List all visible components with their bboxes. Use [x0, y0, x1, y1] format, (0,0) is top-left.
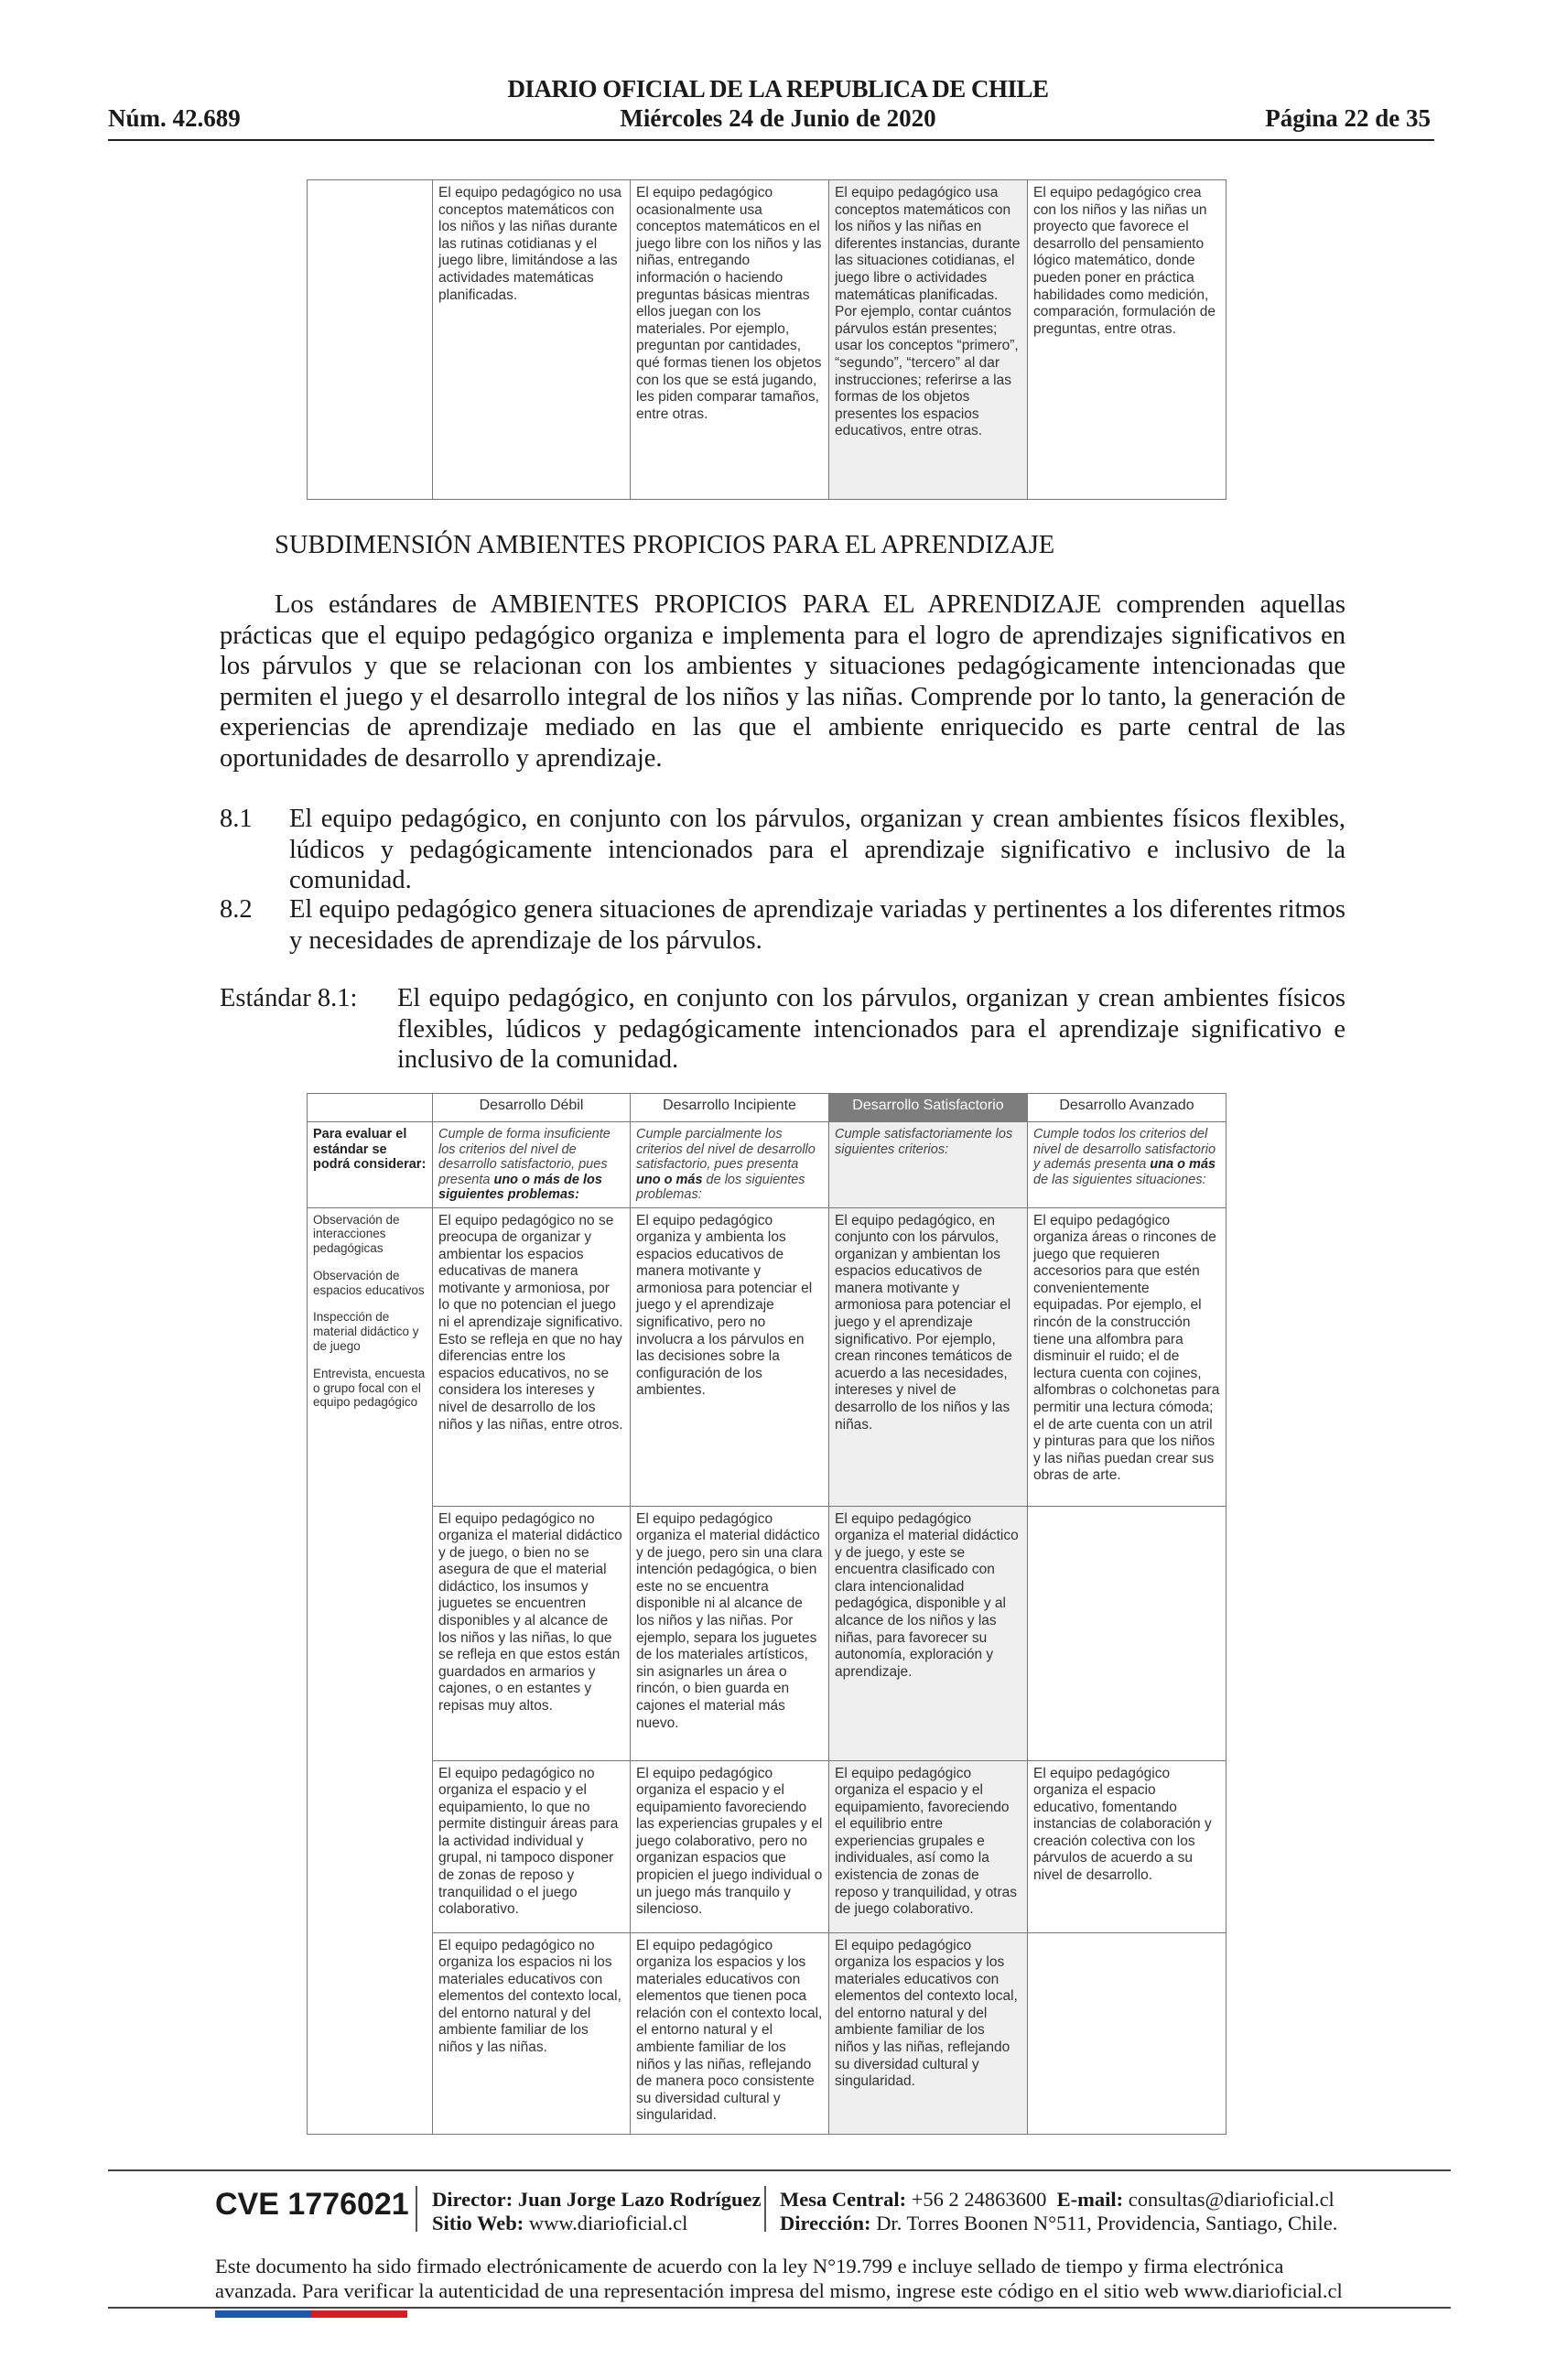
flag-stripe [215, 2310, 407, 2318]
intro-paragraph: Los estándares de AMBIENTES PROPICIOS PARA EL APRENDIZAJE comprenden aquellas prácticas que el equipo pedagógico organiza e implementa para el logro de aprendizajes significativos en los párvulos y que se relacionan con los ambientes y situaciones pedagógicamente intencionadas que permiten el juego y el desarrollo integral de los niños y las niñas. Comprende por lo tanto, la generación de experiencias de aprendizaje mediado en las que el ambiente enriquecido es parte central de las oportunidades de desarrollo y aprendizaje. [220, 590, 1345, 773]
table-header-cell [308, 1094, 433, 1122]
table-row [308, 1760, 1226, 1932]
table-cell: El equipo pedagógico organiza los espacios y los materiales educativos con elementos que tienen poca relación con el contexto local, el entorno natural y el ambiente familiar de los niños y las niñas, reflejando de manera poco consistente su diversidad cultural y singularidad. [631, 1932, 829, 2134]
address-line: Dirección: Dr. Torres Boonen N°511, Providencia, Santiago, Chile. [780, 2212, 1338, 2234]
method-item: Inspección de material didáctico y de juego [313, 1310, 419, 1354]
table-cell: El equipo pedagógico, en conjunto con los párvulos, organizan y ambientan los espacios educativos de manera motivante y armoniosa para potenciar el juego y el aprendizaje significativo. Por ejemplo, crean rincones temáticos de acuerdo a las necesidades, intereses y nivel de desarrollo de los niños y las niñas. [829, 1207, 1028, 1506]
table-cell: El equipo pedagógico organiza el espacio educativo, fomentando instancias de colaboración y creación colectiva con los párvulos de acuerdo a su nivel de desarrollo. [1028, 1760, 1226, 1932]
issue-number: Núm. 42.689 [108, 104, 241, 132]
contact-line: Mesa Central: +56 2 24863600 E-mail: consultas@diarioficial.cl [780, 2188, 1334, 2211]
column-header: Desarrollo Incipiente [631, 1094, 829, 1122]
footer-separator [416, 2186, 417, 2232]
table-cell [1028, 1932, 1226, 2134]
issue-date: Miércoles 24 de Junio de 2020 [620, 104, 936, 132]
website-link[interactable]: www.diarioficial.cl [528, 2212, 688, 2234]
table-cell: El equipo pedagógico no organiza el material didáctico y de juego, o bien no se asegura de que el material didáctico, los insumos y juguetes se encuentren disponibles y al alcance de los niños y las niñas, lo que se refleja en que estos están guardados en armarios y cajones, o en estantes y repisas muy altos. [433, 1506, 631, 1760]
column-header: Desarrollo Satisfactorio [829, 1094, 1028, 1122]
standard-label: Estándar 8.1: [220, 984, 358, 1012]
table-cell: El equipo pedagógico organiza el material didáctico y de juego, pero sin una clara intención pedagógica, o bien este no se encuentra disponible ni al alcance de los niños y las niñas. Por ejemplo, separa los juguetes de los materiales artísticos, sin asignarles un área o rincón, o bien guarda en cajones el material más nuevo. [631, 1506, 829, 1760]
continuation-table [307, 179, 1226, 500]
table-cell: El equipo pedagógico crea con los niños y las niñas un proyecto que favorece el desarrollo del pensamiento lógico matemático, donde pueden poner en práctica habilidades como medición, comparación, formulación de preguntas, entre otras. [1028, 180, 1226, 500]
page-indicator: Página 22 de 35 [1265, 104, 1431, 132]
table-row [308, 1506, 1226, 1760]
cve-code: CVE 1776021 [215, 2187, 409, 2222]
method-item: Observación de espacios educativos [313, 1268, 425, 1297]
header-divider [108, 139, 1434, 141]
table-cell: El equipo pedagógico organiza el espacio y el equipamiento, favoreciendo el equilibrio entre experiencias grupales e individuales, así como la existencia de zonas de reposo y tranquilidad, y otras de juego colaborativo. [829, 1760, 1028, 1932]
column-header: Desarrollo Avanzado [1028, 1094, 1226, 1122]
method-item: Entrevista, encuesta o grupo focal con el equipo pedagógico [313, 1366, 426, 1410]
table-cell: El equipo pedagógico no usa conceptos matemáticos con los niños y las niñas durante las rutinas cotidianas y el juego libre, limitándose a las actividades matemáticas planificadas. [433, 180, 631, 500]
criteria-cell: Cumple satisfactoriamente los siguientes criterios: [829, 1122, 1028, 1208]
table-cell: El equipo pedagógico no organiza los espacios ni los materiales educativos con elementos del contexto local, del entorno natural y del ambiente familiar de los niños y las niñas. [433, 1932, 631, 2134]
table-cell: El equipo pedagógico organiza áreas o rincones de juego que requieren accesorios para que estén convenientemente equipadas. Por ejemplo, el rincón de la construcción tiene una alfombra para disminuir el ruido; el de lectura cuenta con cojines, alfombras o colchonetas para permitir una lectura cómoda; el de arte cuenta con un atril y pinturas para que los niños y las niñas puedan crear sus obras de arte. [1028, 1207, 1226, 1506]
column-header: Desarrollo Débil [433, 1094, 631, 1122]
criteria-cell: Cumple de forma insuficiente los criterios del nivel de desarrollo satisfactorio, pues presenta uno o más de los siguientes problemas: [433, 1122, 631, 1208]
standard-text: El equipo pedagógico, en conjunto con los párvulos, organizan y crean ambientes físicos flexibles, lúdicos y pedagógicamente intencionados para el aprendizaje significativo e inclusivo de la comunidad. [397, 984, 1345, 1074]
newspaper-title: DIARIO OFICIAL DE LA REPUBLICA DE CHILE [507, 75, 1049, 103]
flag-blue-segment [215, 2310, 311, 2318]
table-cell: El equipo pedagógico organiza los espacios y los materiales educativos con elementos del contexto local, del entorno natural y del ambiente familiar de los niños y las niñas, reflejando su diversidad cultural y singularidad. [829, 1932, 1028, 2134]
criteria-cell: Cumple parcialmente los criterios del nivel de desarrollo satisfactorio, pues presenta uno o más de los siguientes problemas: [631, 1122, 829, 1208]
footer-divider [108, 2169, 1451, 2171]
footer-separator [764, 2186, 766, 2232]
website-line: Sitio Web: www.diarioficial.cl [432, 2212, 688, 2234]
methods-cell [308, 1207, 433, 2134]
table-cell: El equipo pedagógico no organiza el espacio y el equipamiento, lo que no permite distinguir áreas para la actividad individual y grupal, ni tampoco disponer de zonas de reposo y tranquilidad o el juego colaborativo. [433, 1760, 631, 1932]
criteria-row [308, 1122, 1226, 1208]
table-cell: El equipo pedagógico organiza el material didáctico y de juego, y este se encuentra clasificado con clara intencionalidad pedagógica, disponible y al alcance de los niños y las niñas, para favorecer su autonomía, exploración y aprendizaje. [829, 1506, 1028, 1760]
table-row [308, 1207, 1226, 1506]
legal-notice: Este documento ha sido firmado electrónicamente de acuerdo con la ley N°19.799 e incluye sellado de tiempo y firma electrónica avanzada. Para verificar la autenticidad de una representación impresa del mismo, ingrese este código en el sitio web www.diarioficial.cl [215, 2255, 1343, 2302]
table-header-row [308, 1094, 1226, 1122]
email-link[interactable]: consultas@diarioficial.cl [1128, 2188, 1334, 2211]
table-cell: El equipo pedagógico organiza y ambienta los espacios educativos de manera motivante y armoniosa para potenciar el juego y el aprendizaje significativo, pero no involucra a los párvulos en las decisiones sobre la configuración de los ambientes. [631, 1207, 829, 1506]
criteria-cell: Cumple todos los criterios del nivel de desarrollo satisfactorio y además presenta una o más de las siguientes situaciones: [1028, 1122, 1226, 1208]
table-cell: El equipo pedagógico organiza el espacio y el equipamiento favoreciendo las experiencias grupales y el juego colaborativo, pero no organizan espacios que propicien el juego individual o un juego más tranquilo y silencioso. [631, 1760, 829, 1932]
footer-divider [108, 2307, 1451, 2309]
table-row [308, 180, 1226, 500]
method-item: Observación de interacciones pedagógicas [313, 1212, 400, 1256]
table-cell [1028, 1506, 1226, 1760]
flag-red-segment [311, 2310, 407, 2318]
director-line: Director: Juan Jorge Lazo Rodríguez [432, 2188, 762, 2211]
item-number: 8.2 [220, 895, 253, 924]
table-cell: El equipo pedagógico no se preocupa de organizar y ambientar los espacios educativas de manera motivante y armoniosa, por lo que no potencian el juego ni el aprendizaje significativo. Esto se refleja en que no hay diferencias entre los espacios educativos, no se considera los intereses y nivel de desarrollo de los niños y las niñas, entre otros. [433, 1207, 631, 1506]
table-cell: El equipo pedagógico usa conceptos matemáticos con los niños y las niñas en diferentes instancias, durante las situaciones cotidianas, el juego libre o actividades matemáticas planificadas. Por ejemplo, contar cuántos párvulos están presentes; usar los conceptos “primero”, “segundo”, “tercero” al dar instrucciones; referirse a las formas de los objetos presentes los espacios educativos, entre otras. [829, 180, 1028, 500]
section-heading: SUBDIMENSIÓN AMBIENTES PROPICIOS PARA EL APRENDIZAJE [275, 531, 1055, 559]
table-cell [308, 180, 433, 500]
item-text: El equipo pedagógico, en conjunto con los párvulos, organizan y crean ambientes físicos flexibles, lúdicos y pedagógicamente intencionados para el aprendizaje significativo e inclusivo de la comunidad. [289, 805, 1345, 894]
item-number: 8.1 [220, 805, 253, 833]
rubric-table [307, 1093, 1226, 2135]
consider-label: Para evaluar el estándar se podrá considerar: [308, 1122, 433, 1208]
item-text: El equipo pedagógico genera situaciones de aprendizaje variadas y pertinentes a los diferentes ritmos y necesidades de aprendizaje de los párvulos. [289, 895, 1345, 955]
table-cell: El equipo pedagógico ocasionalmente usa conceptos matemáticos en el juego libre con los niños y las niñas, entregando información o haciendo preguntas básicas mientras ellos juegan con los materiales. Por ejemplo, preguntan por cantidades, qué formas tienen los objetos con los que se está jugando, les piden comparar tamaños, entre otras. [631, 180, 829, 500]
table-row [308, 1932, 1226, 2134]
